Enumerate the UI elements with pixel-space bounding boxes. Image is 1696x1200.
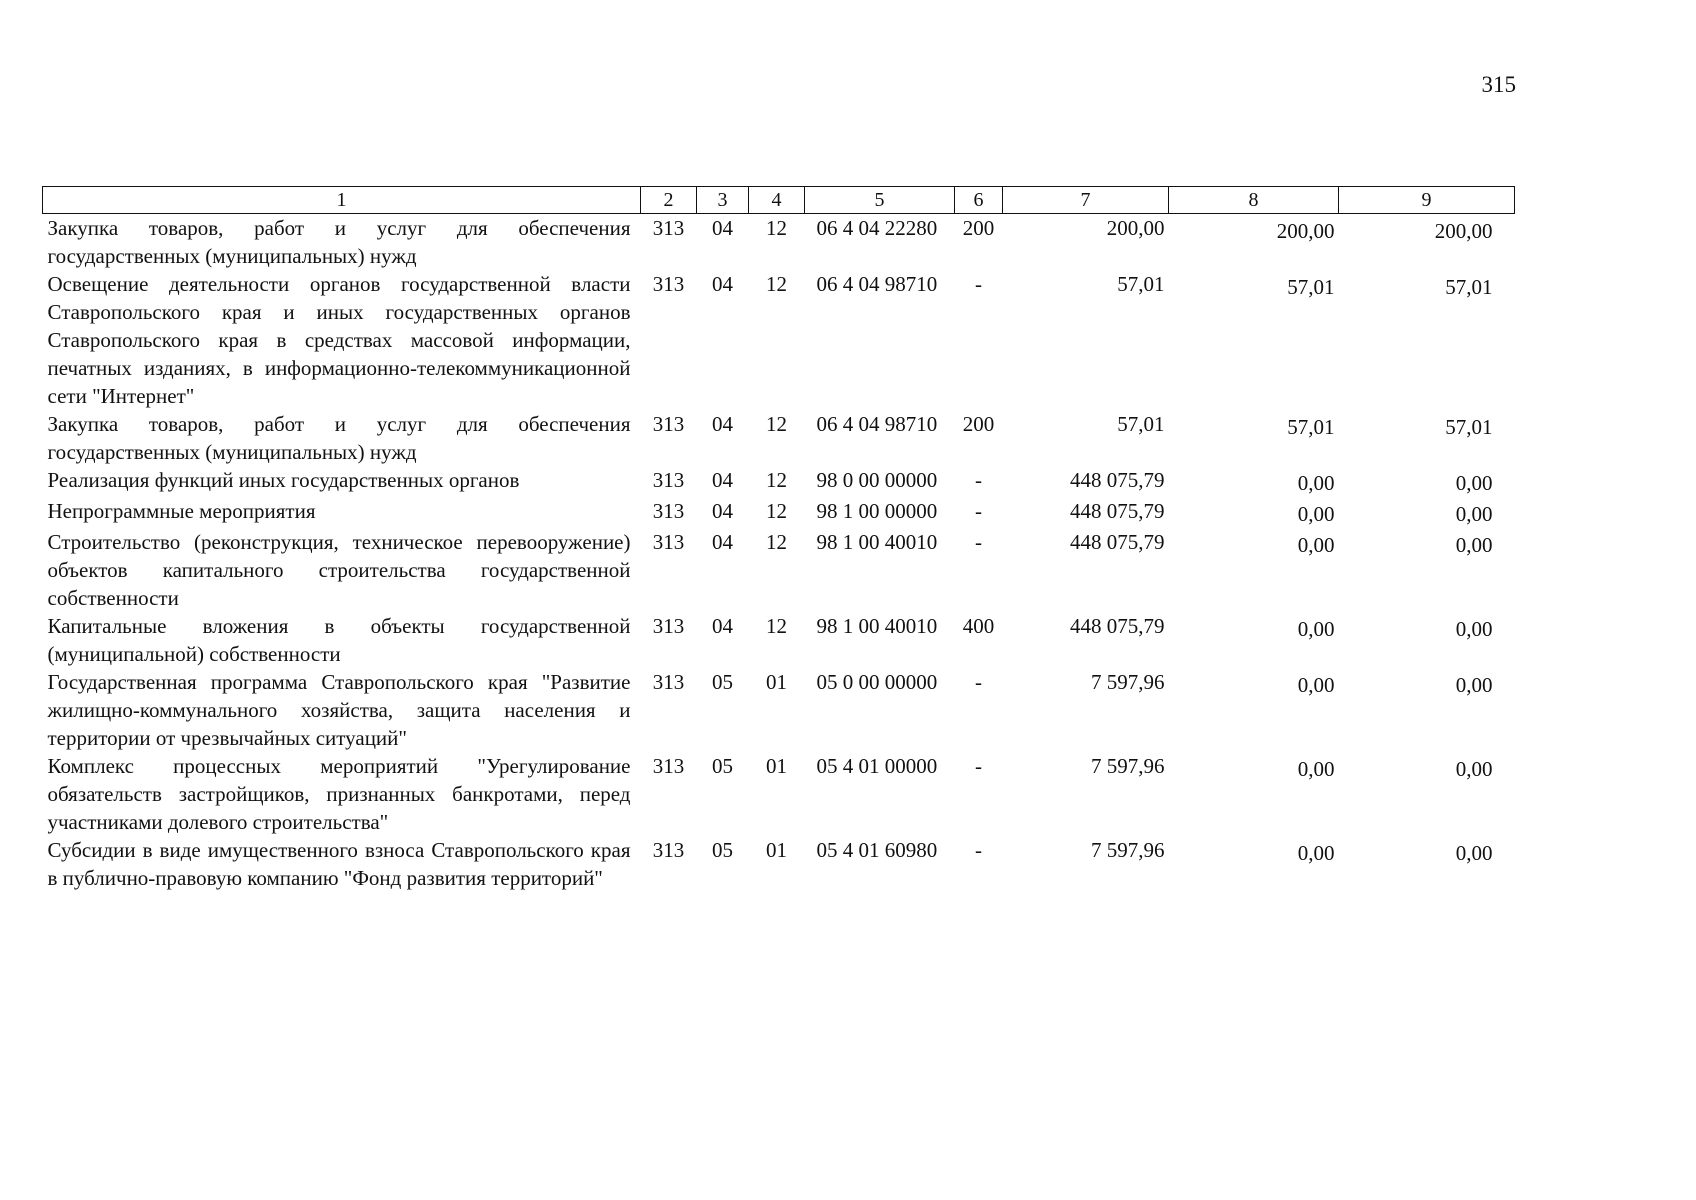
column-header-7: 7 [1003,187,1169,214]
row-expense-type-code: - [975,838,982,862]
row-section-code: 05 [712,838,733,862]
row-ved-code: 313 [652,499,685,523]
column-header-1: 1 [43,187,641,214]
row-ved-code: 313 [652,754,685,778]
row-section-code: 04 [712,272,733,296]
row-name: Непрограммные мероприятия [47,499,316,523]
row-amount-year-2: 0,00 [1297,841,1335,865]
row-amount-year-2: 0,00 [1297,617,1335,641]
row-subsection-code: 01 [766,754,787,778]
row-name: Государственная программа Ставропольского края "Развитие жилищно-коммунального хозяйства, защита населения и территории от чрезвычайных ситуаций" [47,670,631,750]
row-subsection-code: 12 [766,468,787,492]
row-target-article-code: 98 1 00 40010 [816,614,938,638]
row-target-article-code: 06 4 04 98710 [816,272,938,296]
row-subsection-code: 12 [766,614,787,638]
row-expense-type-code: - [975,670,982,694]
row-amount-year-1: 448 075,79 [1070,499,1165,523]
row-amount-year-1: 7 597,96 [1091,754,1165,778]
row-name: Капитальные вложения в объекты государственной (муниципальной) собственности [47,614,631,666]
row-amount-year-1: 57,01 [1117,272,1165,296]
table-row [43,466,1515,497]
row-amount-year-1: 448 075,79 [1070,530,1165,554]
table-row [43,214,1515,271]
row-subsection-code: 01 [766,838,787,862]
row-expense-type-code: - [975,272,982,296]
row-name: Строительство (реконструкция, техническое перевооружение) объектов капитального строительства государственной собственности [47,530,631,610]
row-target-article-code: 98 0 00 00000 [816,468,938,492]
row-ved-code: 313 [652,468,685,492]
row-ved-code: 313 [652,838,685,862]
row-amount-year-1: 448 075,79 [1070,614,1165,638]
column-header-6: 6 [955,187,1003,214]
row-amount-year-3: 0,00 [1455,617,1493,641]
row-name: Субсидии в виде имущественного взноса Ставропольского края в публично-правовую компанию "Фонд развития территорий" [47,838,631,890]
row-amount-year-1: 200,00 [1106,216,1165,240]
row-amount-year-2: 57,01 [1287,275,1335,299]
row-amount-year-2: 0,00 [1297,502,1335,526]
column-header-9: 9 [1339,187,1515,214]
table-row [43,612,1515,668]
row-ved-code: 313 [652,670,685,694]
row-expense-type-code: - [975,530,982,554]
column-header-4: 4 [749,187,805,214]
row-section-code: 05 [712,670,733,694]
row-target-article-code: 98 1 00 40010 [816,530,938,554]
row-amount-year-3: 0,00 [1455,757,1493,781]
row-target-article-code: 06 4 04 98710 [816,412,938,436]
row-name: Закупка товаров, работ и услуг для обеспечения государственных (муниципальных) нужд [47,216,631,268]
column-header-8: 8 [1169,187,1339,214]
table-row [43,668,1515,752]
row-amount-year-1: 7 597,96 [1091,670,1165,694]
row-section-code: 04 [712,530,733,554]
table-row [43,528,1515,612]
row-ved-code: 313 [652,530,685,554]
row-target-article-code: 05 4 01 60980 [816,838,938,862]
row-expense-type-code: 200 [962,216,995,240]
row-amount-year-2: 0,00 [1297,471,1335,495]
row-target-article-code: 05 4 01 00000 [816,754,938,778]
column-header-5: 5 [805,187,955,214]
budget-table [42,186,1515,892]
row-section-code: 05 [712,754,733,778]
page-number: 315 [1481,72,1516,97]
row-ved-code: 313 [652,272,685,296]
row-target-article-code: 98 1 00 00000 [816,499,938,523]
row-section-code: 04 [712,412,733,436]
row-amount-year-2: 0,00 [1297,673,1335,697]
row-name: Освещение деятельности органов государственной власти Ставропольского края и иных государственных органов Ставропольского края в средствах массовой информации, печатных изданиях, в информационно-телекоммуникационной сети "Интернет" [47,272,631,408]
row-amount-year-2: 0,00 [1297,757,1335,781]
row-section-code: 04 [712,468,733,492]
row-ved-code: 313 [652,614,685,638]
row-expense-type-code: - [975,468,982,492]
row-name: Комплекс процессных мероприятий "Урегулирование обязательств застройщиков, признанных банкротами, перед участниками долевого строительства" [47,754,631,834]
row-amount-year-1: 448 075,79 [1070,468,1165,492]
table-row [43,410,1515,466]
row-subsection-code: 12 [766,216,787,240]
table-body [43,214,1515,893]
row-expense-type-code: 200 [962,412,995,436]
row-amount-year-3: 57,01 [1445,275,1493,299]
row-ved-code: 313 [652,216,685,240]
table-header-row [43,187,1515,214]
row-section-code: 04 [712,499,733,523]
row-ved-code: 313 [652,412,685,436]
row-name: Закупка товаров, работ и услуг для обеспечения государственных (муниципальных) нужд [47,412,631,464]
row-amount-year-2: 57,01 [1287,415,1335,439]
row-expense-type-code: - [975,499,982,523]
row-amount-year-3: 0,00 [1455,502,1493,526]
row-section-code: 04 [712,216,733,240]
row-subsection-code: 01 [766,670,787,694]
row-amount-year-3: 200,00 [1434,219,1493,243]
table-row [43,752,1515,836]
row-amount-year-3: 0,00 [1455,841,1493,865]
row-amount-year-3: 57,01 [1445,415,1493,439]
row-amount-year-2: 0,00 [1297,533,1335,557]
row-amount-year-1: 57,01 [1117,412,1165,436]
row-amount-year-2: 200,00 [1276,219,1335,243]
row-section-code: 04 [712,614,733,638]
row-subsection-code: 12 [766,412,787,436]
row-subsection-code: 12 [766,272,787,296]
row-expense-type-code: - [975,754,982,778]
row-amount-year-3: 0,00 [1455,673,1493,697]
row-subsection-code: 12 [766,530,787,554]
column-header-3: 3 [697,187,749,214]
row-target-article-code: 05 0 00 00000 [816,670,938,694]
row-amount-year-3: 0,00 [1455,533,1493,557]
row-target-article-code: 06 4 04 22280 [816,216,938,240]
row-name: Реализация функций иных государственных органов [47,468,520,492]
row-expense-type-code: 400 [962,614,995,638]
table-row [43,836,1515,892]
column-header-2: 2 [641,187,697,214]
row-subsection-code: 12 [766,499,787,523]
row-amount-year-1: 7 597,96 [1091,838,1165,862]
table-row [43,497,1515,528]
row-amount-year-3: 0,00 [1455,471,1493,495]
table-row [43,270,1515,410]
